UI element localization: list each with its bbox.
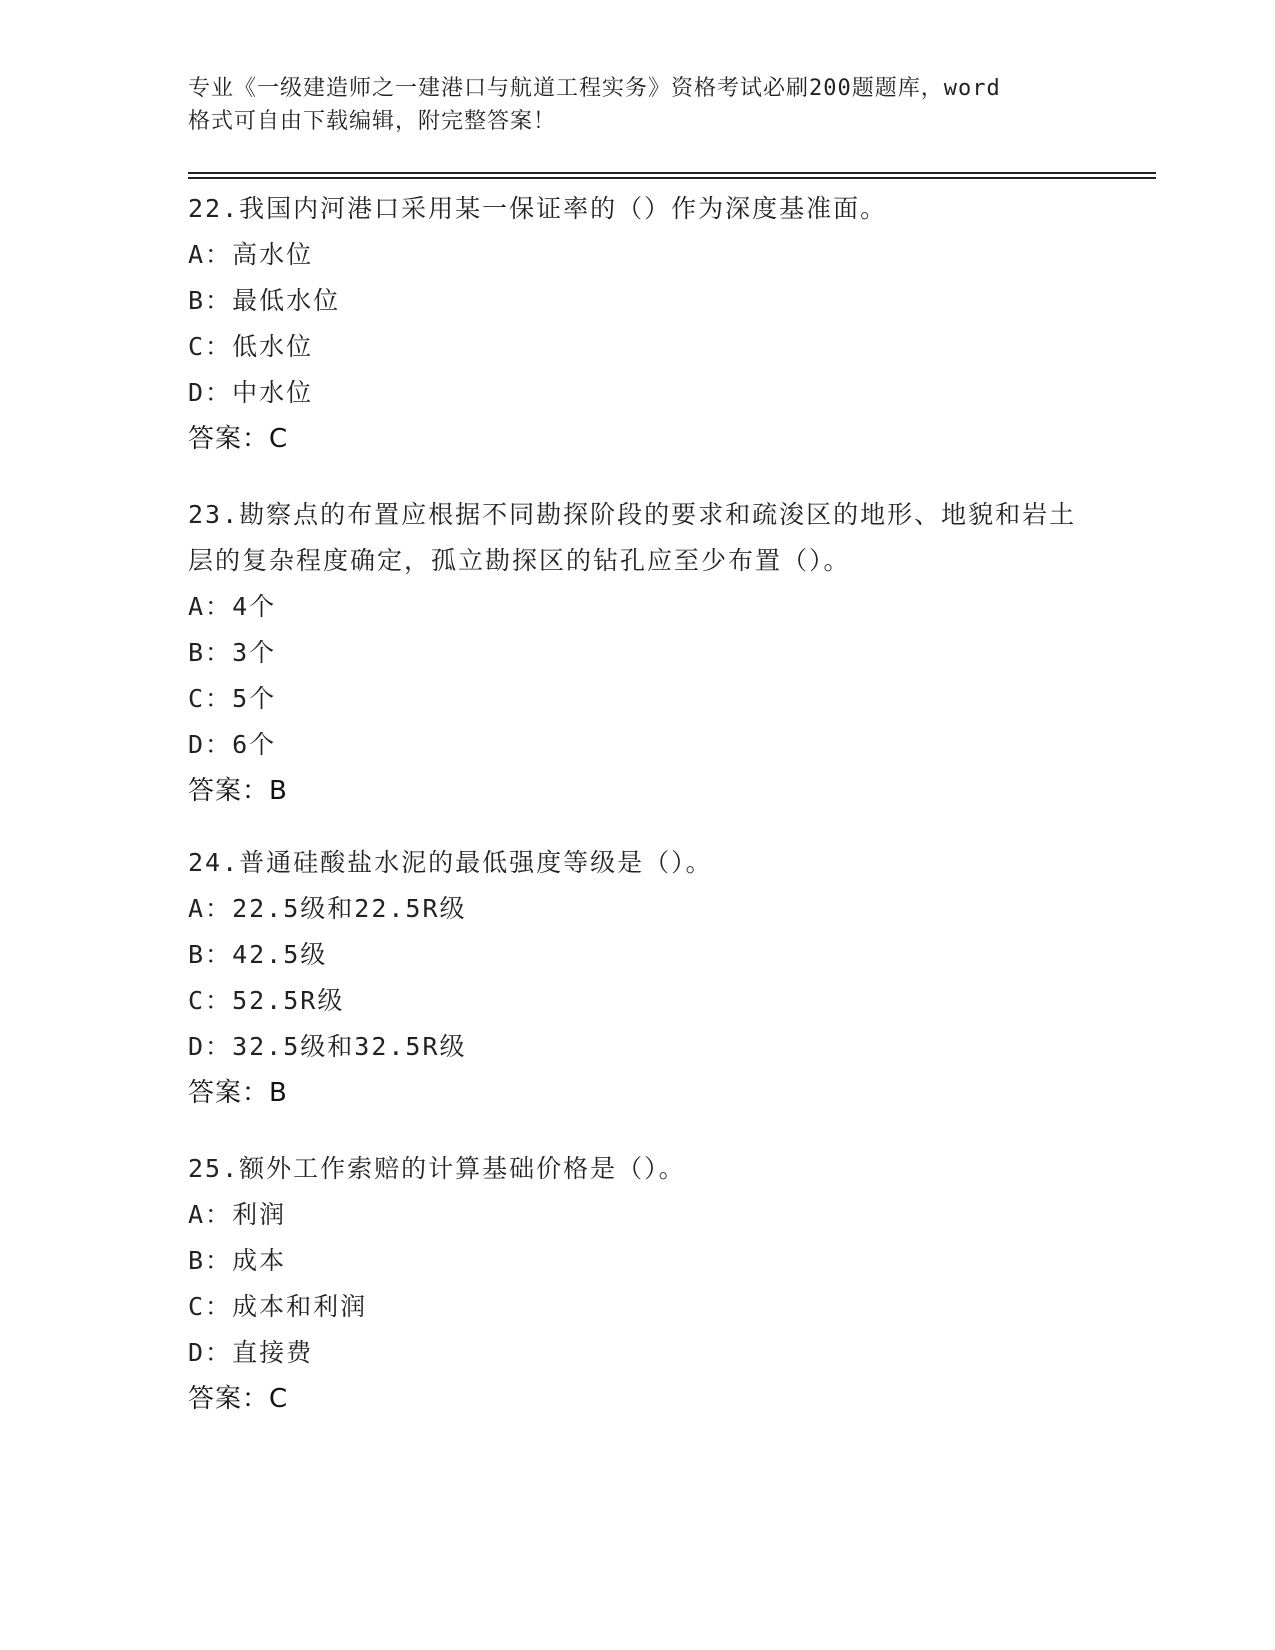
option-key: D：: [188, 1032, 233, 1061]
option-key: C：: [188, 986, 233, 1015]
question-text: 24.普通硅酸盐水泥的最低强度等级是（）。: [188, 848, 713, 877]
option-c: [188, 1284, 1088, 1330]
answer-line: 答案：B: [188, 1078, 288, 1108]
option-text: 中水位: [232, 378, 314, 407]
option-text: 成本: [232, 1246, 287, 1275]
option-text: 42.5级: [232, 940, 328, 969]
option-text: 3个: [232, 638, 277, 667]
document-header: [188, 72, 1068, 138]
option-key: C：: [188, 1292, 233, 1321]
question-23: [188, 492, 1088, 814]
option-key: D：: [188, 730, 233, 759]
option-b: [188, 630, 1088, 676]
option-key: C：: [188, 684, 233, 713]
question-text: 25.额外工作索赔的计算基础价格是（）。: [188, 1154, 686, 1183]
option-key: B：: [188, 286, 233, 315]
option-text: 高水位: [232, 240, 314, 269]
question-24: [188, 840, 1088, 1116]
option-text: 22.5级和22.5R级: [232, 894, 467, 923]
header-divider-bottom: [188, 177, 1156, 179]
option-key: D：: [188, 378, 233, 407]
question-text: 23.勘察点的布置应根据不同勘探阶段的要求和疏浚区的地形、地貌和岩土层的复杂程度确定，孤立勘探区的钻孔应至少布置（）。: [188, 500, 1077, 575]
option-key: A：: [188, 592, 233, 621]
option-text: 低水位: [232, 332, 314, 361]
option-a: [188, 1192, 1088, 1238]
option-text: 利润: [232, 1200, 287, 1229]
option-a: [188, 584, 1088, 630]
option-text: 5个: [232, 684, 277, 713]
question-text: 22.我国内河港口采用某一保证率的（）作为深度基准面。: [188, 194, 888, 223]
option-b: [188, 278, 1088, 324]
option-b: [188, 932, 1088, 978]
answer-line: 答案：C: [188, 424, 289, 454]
option-d: [188, 1330, 1088, 1376]
option-key: B：: [188, 638, 233, 667]
option-text: 6个: [232, 730, 277, 759]
option-d: [188, 1024, 1088, 1070]
option-d: [188, 722, 1088, 768]
option-text: 直接费: [232, 1338, 314, 1367]
question-25: [188, 1146, 1088, 1422]
option-text: 最低水位: [232, 286, 341, 315]
option-key: A：: [188, 1200, 233, 1229]
option-key: D：: [188, 1338, 233, 1367]
option-key: C：: [188, 332, 233, 361]
option-text: 32.5级和32.5R级: [232, 1032, 467, 1061]
option-text: 成本和利润: [232, 1292, 368, 1321]
option-text: 52.5R级: [232, 986, 345, 1015]
option-a: [188, 886, 1088, 932]
header-divider-top: [188, 172, 1156, 174]
header-title-line-1: 专业《一级建造师之一建港口与航道工程实务》资格考试必刷200题题库，word: [188, 76, 1001, 101]
option-c: [188, 978, 1088, 1024]
option-key: A：: [188, 894, 233, 923]
option-key: A：: [188, 240, 233, 269]
option-a: [188, 232, 1088, 278]
option-key: B：: [188, 940, 233, 969]
option-c: [188, 676, 1088, 722]
option-d: [188, 370, 1088, 416]
option-text: 4个: [232, 592, 277, 621]
header-title-line-2: 格式可自由下载编辑，附完整答案！: [188, 109, 557, 134]
option-b: [188, 1238, 1088, 1284]
option-c: [188, 324, 1088, 370]
answer-line: 答案：B: [188, 776, 288, 806]
answer-line: 答案：C: [188, 1384, 289, 1414]
option-key: B：: [188, 1246, 233, 1275]
question-22: [188, 186, 1088, 462]
